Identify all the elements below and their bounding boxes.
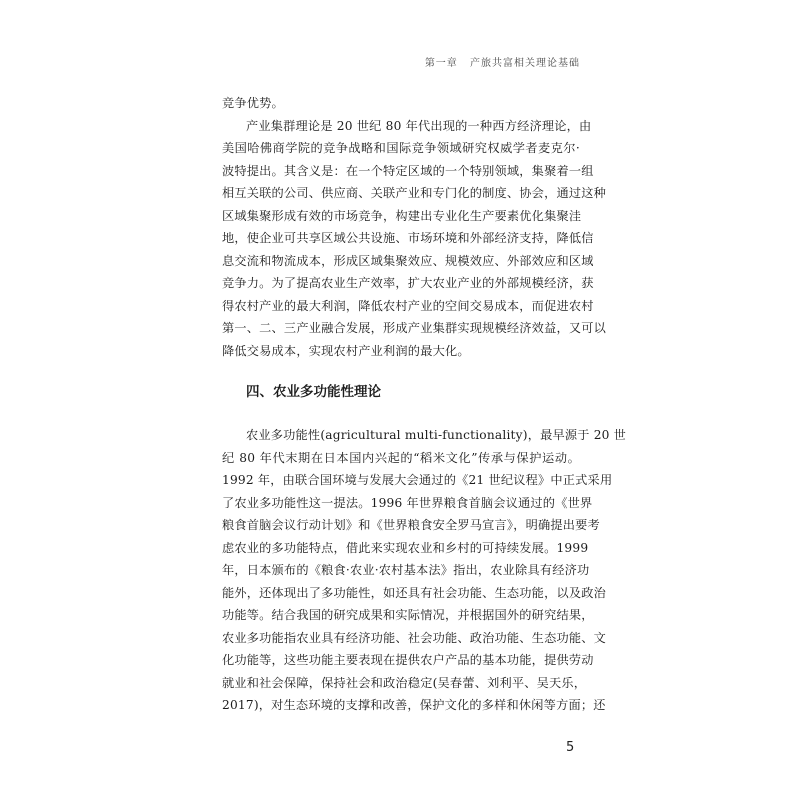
text-line: 就业和社会保障，保持社会和政治稳定(吴春蕾、刘利平、吴天乐， bbox=[222, 675, 587, 690]
paragraph-agricultural-multifunctionality bbox=[222, 424, 627, 717]
text-line: 竞争优势。 bbox=[222, 96, 284, 110]
text-line: 地，使企业可共享区域公共设施、市场环境和外部经济支持，降低信 bbox=[222, 231, 594, 245]
text-line: 美国哈佛商学院的竞争战略和国际竞争领域研究权威学者麦克尔· bbox=[222, 141, 580, 155]
page-number: 5 bbox=[566, 740, 575, 755]
running-header bbox=[417, 54, 580, 69]
text-line: 竞争力。为了提高农业生产效率，扩大农业产业的外部规模经济，获 bbox=[222, 276, 594, 290]
paragraph-industrial-cluster bbox=[222, 92, 607, 362]
text-line: 降低交易成本，实现农村产业利润的最大化。 bbox=[222, 343, 470, 358]
chapter-label: 第一章 bbox=[424, 58, 458, 69]
text-line: 功能等。结合我国的研究成果和实际情况，并根据国外的研究结果， bbox=[222, 608, 594, 622]
text-line: 得农村产业的最大利润，降低农村产业的空间交易成本，而促进农村 bbox=[222, 298, 594, 313]
text-line: 产业集群理论是 20 世纪 80 年代出现的一种西方经济理论，由 bbox=[246, 118, 592, 133]
text-line: 年，日本颁布的《粮食·农业·农村基本法》指出，农业除具有经济功 bbox=[222, 563, 590, 577]
text-line: 1992 年，由联合国环境与发展大会通过的《21 世纪议程》中正式采用 bbox=[222, 473, 613, 487]
section-heading: 四、农业多功能性理论 bbox=[246, 384, 381, 400]
text-line: 相互关联的公司、供应商、关联产业和专门化的制度、协会，通过这种 bbox=[222, 186, 607, 200]
text-line: 能外，还体现出了多功能性，如还具有社会功能、生态功能，以及政治 bbox=[222, 585, 607, 600]
text-line: 息交流和物流成本，形成区域集聚效应、规模效应、外部效应和区域 bbox=[222, 253, 594, 268]
text-line: 化功能等，这些功能主要表现在提供农户产品的基本功能，提供劳动 bbox=[222, 653, 594, 667]
text-line: 农业多功能性(agricultural multi-functionality)，最早源于 20 世 bbox=[246, 428, 627, 442]
chapter-title: 产旅共富相关理论基础 bbox=[470, 58, 580, 69]
text-line: 波特提出。其含义是：在一个特定区域的一个特别领域，集聚着一组 bbox=[222, 163, 594, 178]
text-line: 虑农业的多功能特点，借此来实现农业和乡村的可持续发展。1999 bbox=[222, 540, 589, 555]
text-line: 第一、二、三产业融合发展，形成产业集群实现规模经济效益，又可以 bbox=[222, 321, 607, 335]
text-line: 农业多功能指农业具有经济功能、社会功能、政治功能、生态功能、文 bbox=[222, 630, 607, 645]
text-line: 区域集聚形成有效的市场竞争，构建出专业化生产要素优化集聚洼 bbox=[222, 208, 582, 223]
text-line: 了农业多功能性这一提法。1996 年世界粮食首脑会议通过的《世界 bbox=[222, 495, 593, 510]
page-body bbox=[222, 92, 627, 717]
text-line: 纪 80 年代末期在日本国内兴起的“稻米文化”传承与保护运动。 bbox=[222, 450, 580, 465]
text-line: 粮食首脑会议行动计划》和《世界粮食安全罗马宣言》，明确提出要考 bbox=[222, 518, 600, 532]
text-line: 2017)，对生态环境的支撑和改善，保护文化的多样和休闲等方面；还 bbox=[222, 698, 606, 712]
